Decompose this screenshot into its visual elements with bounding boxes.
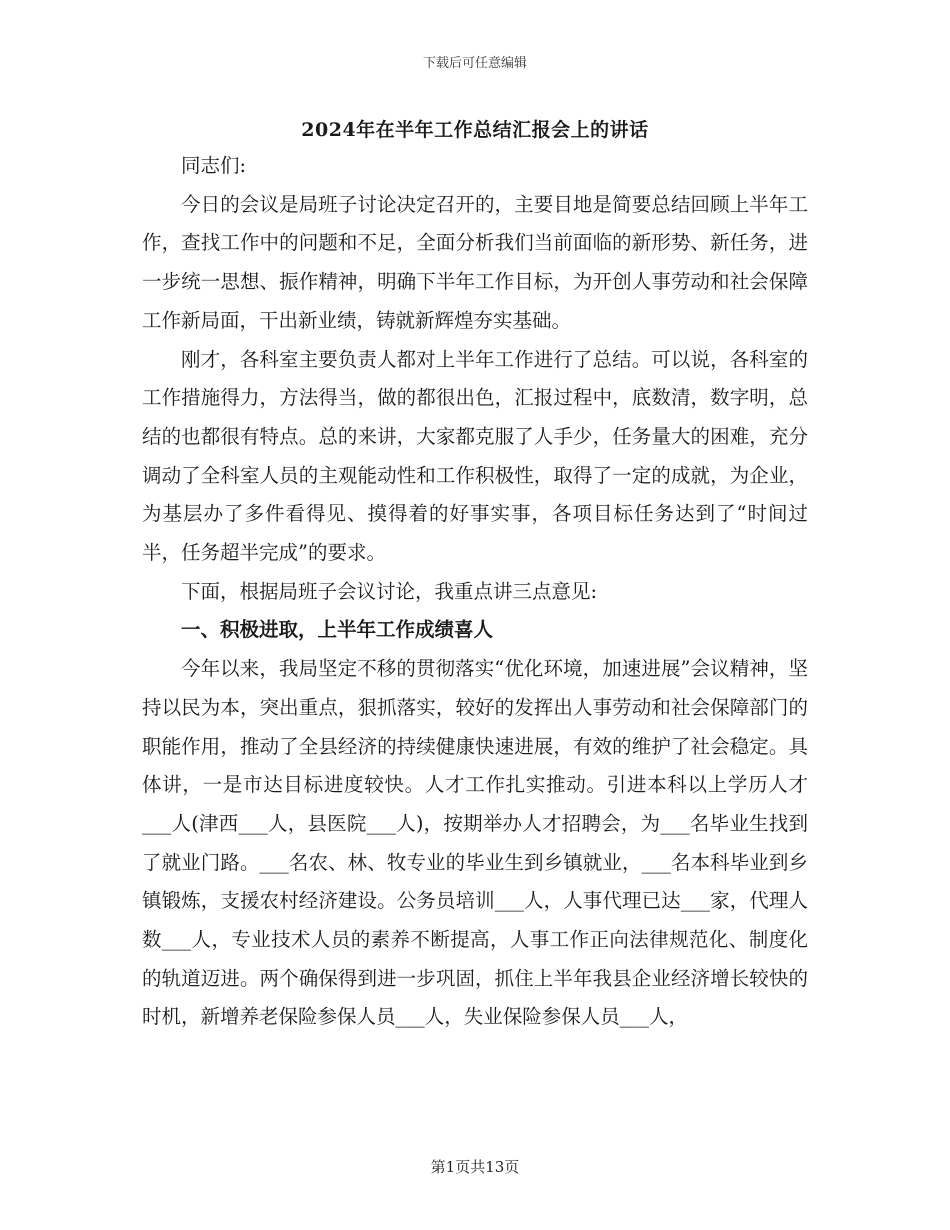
paragraph-section-1: 今年以来，我局坚定不移的贯彻落实“优化环境，加速进展”会议精神，坚持以民为本，突出重点，狠抓落实，较好的发挥出人事劳动和社会保障部门的职能作用，推动了全县经济的持续健康快速进展，有效的维护了社会稳定。具体讲，一是市达目标进度较快。人才工作扎实推动。引进本科以上学历人才___人(津西___人，县医院___人)，按期举办人才招聘会，为___名毕业生找到了就业门路。___名农、林、牧专业的毕业生到乡镇就业，___名本科毕业到乡镇锻炼，支援农村经济建设。公务员培训___人，人事代理已达___家，代理人数___人，专业技术人员的素养不断提高，人事工作正向法律规范化、制度化的轨道迈进。两个确保得到进一步巩固，抓住上半年我县企业经济增长较快的时机，新增养老保险参保人员___人，失业保险参保人员___人， (142, 657, 808, 1029)
paragraph-intro: 今日的会议是局班子讨论决定召开的，主要目地是简要总结回顾上半年工作，查找工作中的问题和不足，全面分析我们当前面临的新形势、新任务，进一步统一思想、振作精神，明确下半年工作目标，为开创人事劳动和社会保障工作新局面，干出新业绩，铸就新辉煌夯实基础。 (142, 192, 808, 332)
page-footer: 第1页共13页 (430, 1158, 520, 1176)
section-heading-1: 一、积极进取，上半年工作成绩喜人 (181, 618, 494, 642)
header-note: 下载后可任意编辑 (422, 56, 527, 71)
document-title: 2024年在半年工作总结汇报会上的讲话 (301, 119, 649, 141)
paragraph-summary: 刚才，各科室主要负责人都对上半年工作进行了总结。可以说，各科室的工作措施得力，方法得当，做的都很出色，汇报过程中，底数清，数字明，总结的也都很有特点。总的来讲，大家都克服了人手少，任务量大的困难，充分调动了全科室人员的主观能动性和工作积极性，取得了一定的成就，为企业，为基层办了多件看得见、摸得着的好事实事，各项目标任务达到了“时间过半，任务超半完成”的要求。 (142, 347, 808, 565)
paragraph-transition: 下面，根据局班子会议讨论，我重点讲三点意见: (181, 579, 598, 603)
salutation: 同志们: (181, 154, 247, 177)
document-body (142, 147, 808, 1037)
